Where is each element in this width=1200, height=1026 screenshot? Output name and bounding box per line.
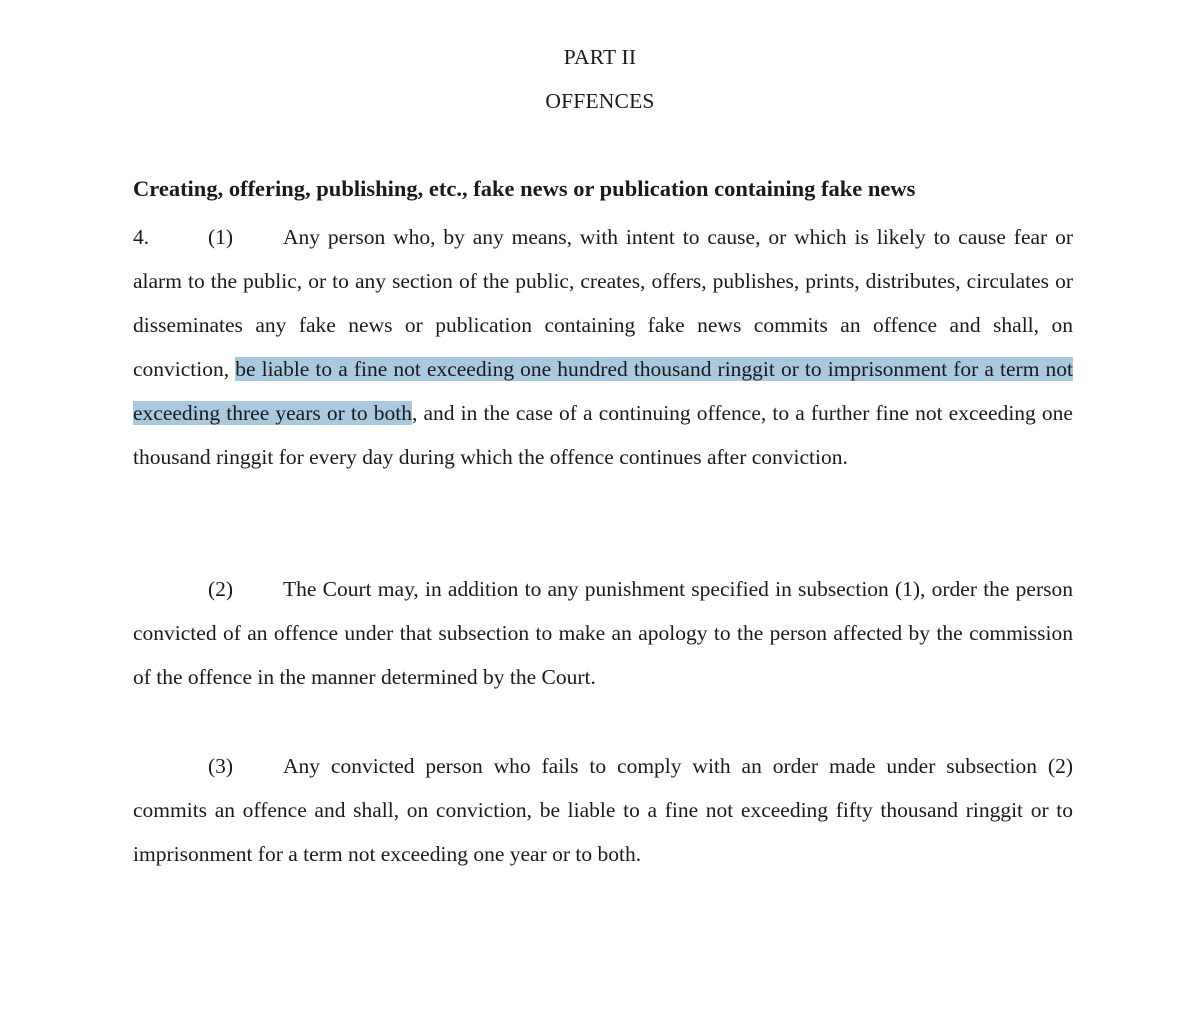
section-number: 4.: [133, 225, 150, 249]
subsection-2: [133, 567, 1073, 699]
part-title: OFFENCES: [545, 89, 655, 113]
subsection-text: The Court may, in addition to any punishment specified in subsection (1), order the person convicted of an offence under that subsection to make an apology to the person affected by the commission of the offence in the manner determined by the Court.: [133, 577, 1073, 689]
subsection-3: [133, 744, 1073, 876]
subsection-1: [133, 215, 1073, 479]
subsection-label: (2): [208, 577, 234, 601]
subsection-text: Any convicted person who fails to comply with an order made under subsection (2) commits an offence and shall, on conviction, be liable to a fine not exceeding fifty thousand ringgit or to imprisonment for a term not exceeding one year or to both.: [133, 754, 1073, 866]
part-number: PART II: [563, 45, 637, 69]
highlighted-text[interactable]: be liable to a fine not exceeding one hundred thousand ringgit or to imprisonment for a term not exceeding three years or to both: [133, 357, 1073, 425]
subsection-label: (1): [208, 225, 234, 249]
section-heading: Creating, offering, publishing, etc., fake news or publication containing fake news: [133, 176, 916, 201]
subsection-text: , and in the case of a continuing offence, to a further fine not exceeding one thousand ringgit for every day during which the offence continues after conviction.: [133, 401, 1073, 469]
subsection-text: Any person who, by any means, with intent to cause, or which is likely to cause fear or alarm to the public, or to any section of the public, creates, offers, publishes, prints, distributes, circulates or disseminates any fake news or publication containing fake news commits an offence and shall, on conviction,: [133, 225, 1073, 381]
subsection-label: (3): [208, 754, 234, 778]
